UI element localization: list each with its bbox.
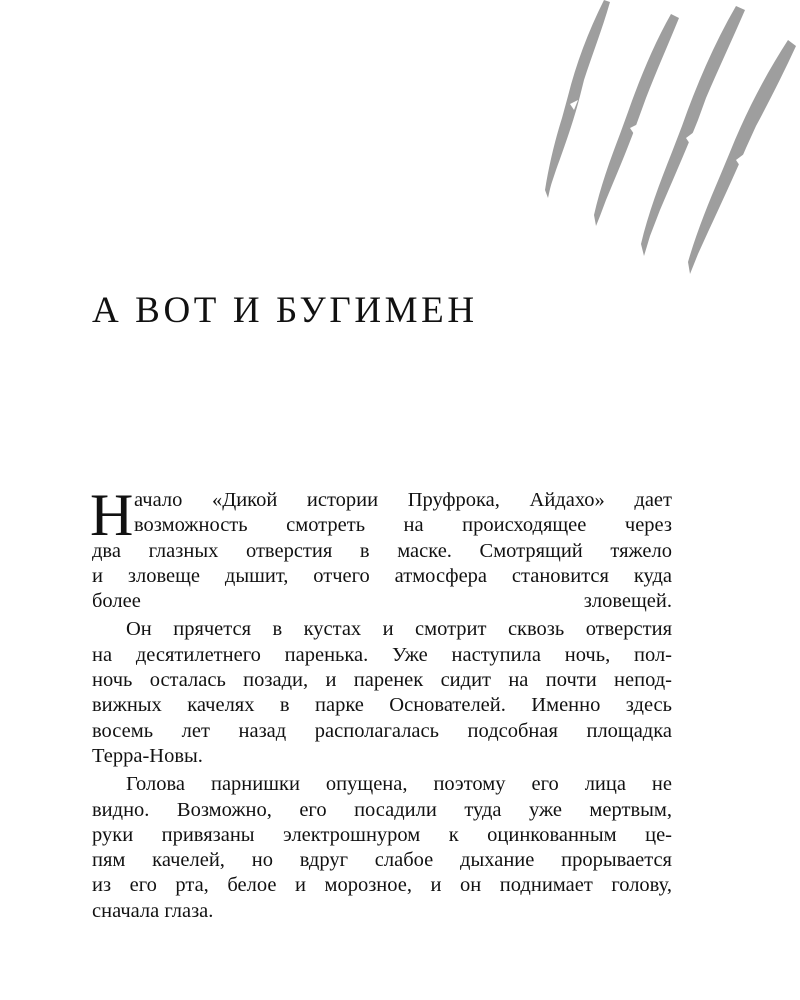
text-line: Голова парнишки опущена, поэтому его лица не [126,773,672,796]
text-line: восемь лет назад располагалась подсобная площадка [92,719,672,742]
text-line: возможность смотреть на происходящее через [134,514,672,537]
text-line: сначала глаза. [92,899,214,922]
text-line: более зловещей. [92,590,672,613]
paragraph-3 [92,772,672,924]
drop-cap: Н [90,482,134,548]
text-line: Терра-Новы. [92,744,203,767]
text-line: вижных качелях в парке Основателей. Именно здесь [92,694,672,717]
body-text [90,482,672,924]
text-line: пям качелей, но вдруг слабое дыхание прорывается [92,849,672,872]
paragraph-2 [92,617,672,769]
text-line: руки привязаны электрошнуром к оцинкованным це- [92,823,672,846]
text-line: и зловеще дышит, отчего атмосфера становится куда [92,564,672,587]
text-line: из его рта, белое и морозное, и он поднимает голову, [92,874,672,897]
chapter-title: А ВОТ И БУГИМЕН [92,290,478,331]
text-line: видно. Возможно, его посадили туда уже мертвым, [92,798,672,821]
claw-scratch-1 [545,0,610,198]
text-line: ночь осталась позади, и паренек сидит на почти непод- [92,669,672,692]
text-line: Он прячется в кустах и смотрит сквозь отверстия [126,618,672,641]
claw-scratch-icon [540,0,800,280]
text-line: ачало «Дикой истории Пруфрока, Айдахо» дает [134,489,672,511]
text-line: два глазных отверстия в маске. Смотрящий тяжело [92,539,672,562]
text-line: на десятилетнего паренька. Уже наступила ночь, пол- [92,643,672,666]
paragraph-1 [90,482,672,614]
